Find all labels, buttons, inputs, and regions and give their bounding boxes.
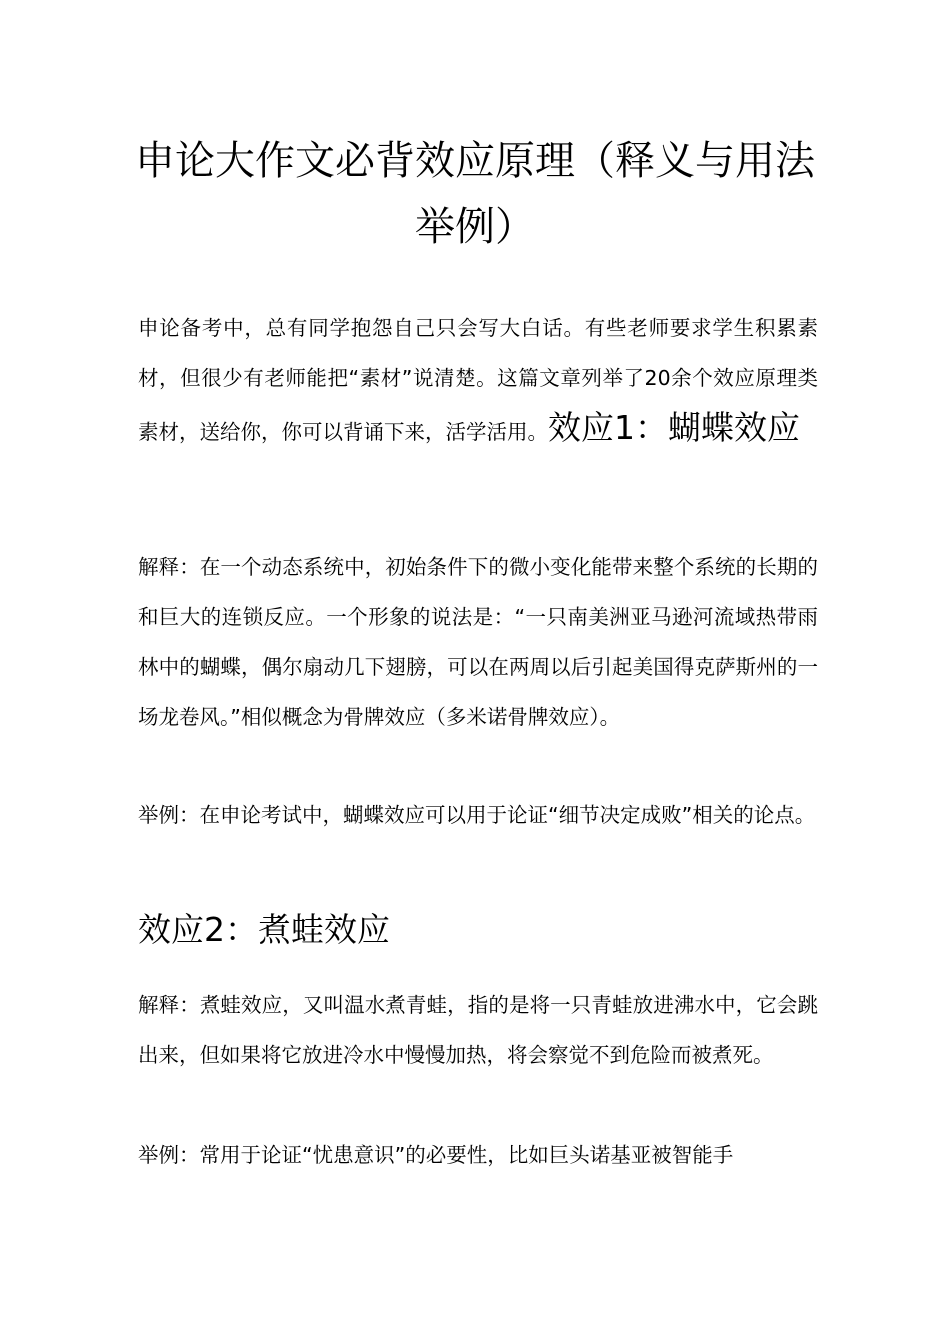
effect2-explanation: 解释：煮蛙效应，又叫温水煮青蛙，指的是将一只青蛙放进沸水中，它会跳出来，但如果将它放进冷水中慢慢加热，将会察觉不到危险而被煮死。 <box>138 993 818 1067</box>
effect1-example: 举例：在申论考试中，蝴蝶效应可以用于论证“细节决定成败”相关的论点。 <box>138 803 816 827</box>
document-title: 申论大作文必背效应原理（释义与用法举例） <box>135 138 815 250</box>
effect2-example: 举例：常用于论证“忧患意识”的必要性，比如巨头诺基亚被智能手 <box>138 1143 734 1167</box>
intro-text: 申论备考中，总有同学抱怨自己只会写大白话。有些老师要求学生积累素材，但很少有老师能把“素材”说清楚。这篇文章列举了20余个效应原理类素材，送给你，你可以背诵下来，活学活用。 <box>138 316 818 444</box>
effect1-explanation: 解释：在一个动态系统中，初始条件下的微小变化能带来整个系统的长期的和巨大的连锁反应。一个形象的说法是：“一只南美洲亚马逊河流域热带雨林中的蝴蝶，偶尔扇动几下翅膀，可以在两周以后引起美国得克萨斯州的一场龙卷风。”相似概念为骨牌效应（多米诺骨牌效应）。 <box>138 555 818 729</box>
intro-paragraph <box>138 303 818 457</box>
effect1-heading: 效应1：蝴蝶效应 <box>548 408 800 447</box>
effect2-heading: 效应2：煮蛙效应 <box>138 910 390 949</box>
